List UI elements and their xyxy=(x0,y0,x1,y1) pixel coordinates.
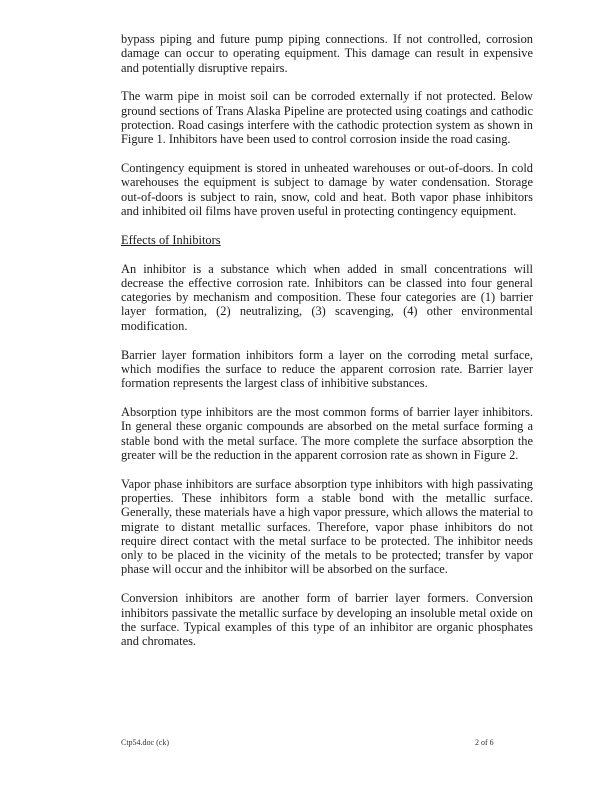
section-heading-effects-of-inhibitors: Effects of Inhibitors xyxy=(121,232,221,247)
footer-page-number: 2 of 6 xyxy=(475,738,494,747)
paragraph-inhibitor-definition: An inhibitor is a substance which when added in small concentrations will decrease the effective corrosion rate. Inhibitors can be classed into four general categories by mechanism and composition. These four categories are (1) barrier layer formation, (2) neutralizing, (3) scavenging, (4) other environmental modification. xyxy=(121,261,533,333)
paragraph-conversion-inhibitors: Conversion inhibitors are another form of barrier layer formers. Conversion inhibitors passivate the metallic surface by developing an insoluble metal oxide on the surface. Typical examples of this type of an inhibitor are organic phosphates and chromates. xyxy=(121,591,533,649)
paragraph-contingency-equipment: Contingency equipment is stored in unheated warehouses or out-of-doors. In cold warehouses the equipment is subject to damage by water condensation. Storage out-of-doors is subject to rain, snow, cold and heat. Both vapor phase inhibitors and inhibited oil films have proven useful in protecting contingency equipment. xyxy=(121,161,533,218)
footer-filename: Ctp54.doc (ck) xyxy=(121,738,169,747)
paragraph-warm-pipe: The warm pipe in moist soil can be corroded externally if not protected. Below ground sections of Trans Alaska Pipeline are protected using coatings and cathodic protection. Road casings interfere with the cathodic protection system as shown in Figure 1. Inhibitors have been used to control corrosion inside the road casing. xyxy=(121,89,533,147)
paragraph-barrier-layer: Barrier layer formation inhibitors form a layer on the corroding metal surface, which modifies the surface to reduce the apparent corrosion rate. Barrier layer formation represents the largest class of inhibitive substances. xyxy=(121,347,533,391)
paragraph-absorption-type: Absorption type inhibitors are the most common forms of barrier layer inhibitors. In general these organic compounds are absorbed on the metal surface forming a stable bond with the metal surface. The more complete the surface absorption the greater will be the reduction in the apparent corrosion rate as shown in Figure 2. xyxy=(121,404,533,462)
paragraph-bypass-piping: bypass piping and future pump piping connections. If not controlled, corrosion damage can occur to operating equipment. This damage can result in expensive and potentially disruptive repairs. xyxy=(121,32,533,75)
page-body xyxy=(121,32,533,663)
paragraph-vapor-phase: Vapor phase inhibitors are surface absorption type inhibitors with high passivating properties. These inhibitors form a stable bond with the metallic surface. Generally, these materials have a high vapor pressure, which allows the material to migrate to distant metallic surfaces. Therefore, vapor phase inhibitors do not require direct contact with the metal surface to be protected. The inhibitor needs only to be placed in the vicinity of the metals to be protected; transfer by vapor phase will occur and the inhibitor will be absorbed on the surface. xyxy=(121,476,533,577)
